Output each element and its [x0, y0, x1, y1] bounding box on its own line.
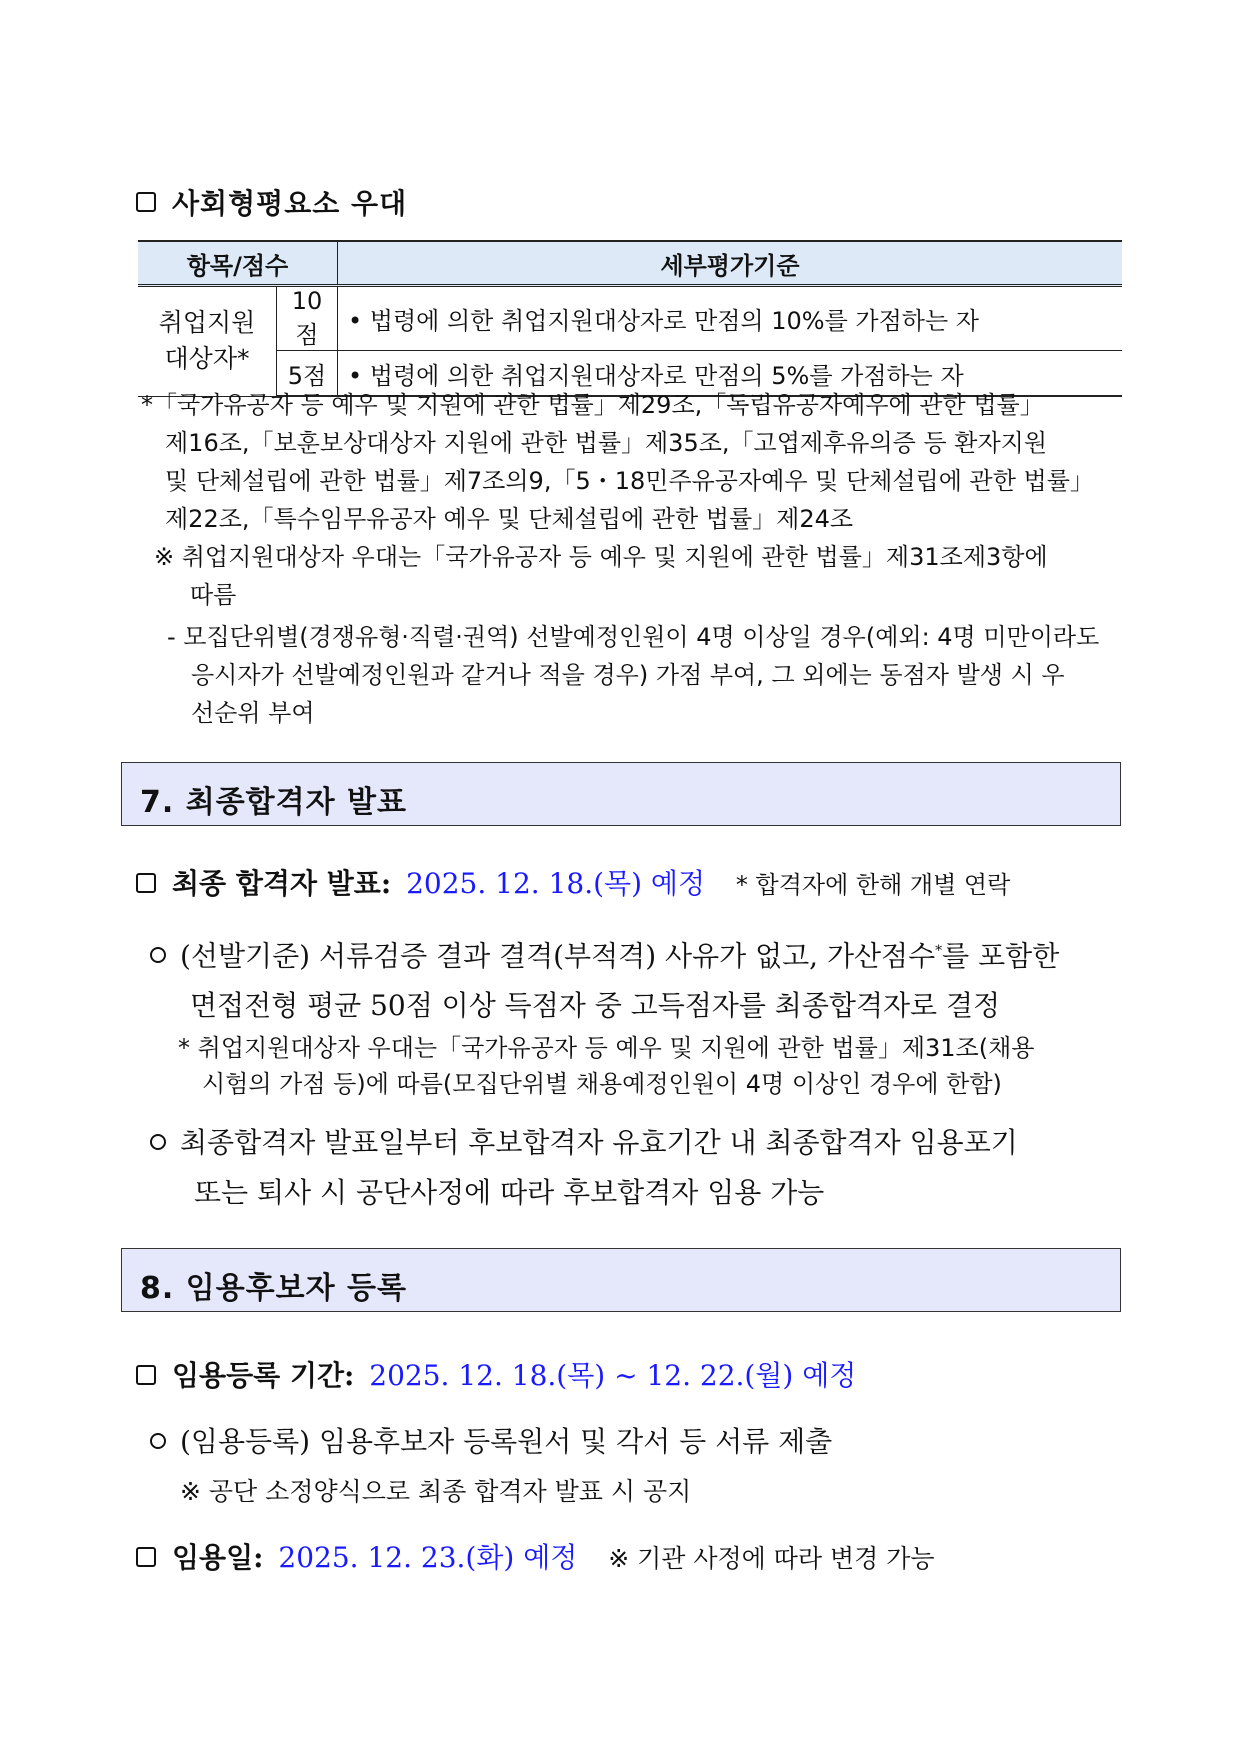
criteria-note-line: 시험의 가점 등)에 따름(모집단위별 채용예정인원이 4명 이상인 경우에 한함) [202, 1070, 1002, 1098]
header-item-score: 항목/점수 [138, 241, 338, 286]
footnote-line: 및 단체설립에 관한 법률」제7조의9,「5・18민주유공자예우 및 단체설립에 관한 법률」 [165, 467, 1094, 495]
law-footnote [141, 386, 1131, 538]
note-line: ※ 취업지원대상자 우대는「국가유공자 등 예우 및 지원에 관한 법률」제31조제3항에 [154, 543, 1048, 571]
category-cell [138, 286, 277, 397]
detail-cell: • 법령에 의한 취업지원대상자로 만점의 5%를 가점하는 자 [338, 351, 1123, 397]
reg-item-text: (임용등록) 임용후보자 등록원서 및 각서 등 서류 제출 [180, 1425, 833, 1458]
circle-bullet-icon [150, 1433, 166, 1449]
table-header-row [138, 241, 1122, 286]
checkbox-icon [136, 873, 156, 893]
appoint-date: 2025. 12. 23.(화) 예정 [278, 1541, 578, 1574]
criteria-sup: * [935, 943, 943, 959]
checkbox-icon [136, 1547, 156, 1567]
reserve-line: 최종합격자 발표일부터 후보합격자 유효기간 내 최종합격자 임용포기 [180, 1126, 1018, 1159]
registration-note: ※ 공단 소정양식으로 최종 합격자 발표 시 공지 [180, 1477, 692, 1506]
reference-note [154, 538, 1134, 614]
criteria-line-end: 를 포함한 [942, 939, 1060, 973]
section-7-header [121, 762, 1121, 826]
footnote-line: 제16조,「보훈보상대상자 지원에 관한 법률」제35조,「고엽제후유의증 등 환자지원 [165, 429, 1047, 457]
announce-date: 2025. 12. 18.(목) 예정 [406, 867, 705, 900]
selection-criteria [150, 926, 1130, 1031]
announce-label: 최종 합격자 발표: [172, 867, 392, 900]
note-line: 따름 [190, 581, 237, 609]
criteria-table [138, 240, 1122, 397]
registration-item [150, 1420, 832, 1460]
note-line: 선순위 부여 [191, 699, 315, 727]
social-equity-heading-text: 사회형평요소 우대 [172, 187, 408, 220]
appoint-label: 임용일: [172, 1541, 264, 1574]
criteria-line: 면접전형 평균 50점 이상 득점자 중 고득점자를 최종합격자로 결정 [190, 989, 1001, 1023]
checkbox-icon [136, 1365, 156, 1385]
reg-label: 임용등록 기간: [172, 1359, 355, 1392]
detail-cell: • 법령에 의한 취업지원대상자로 만점의 10%를 가점하는 자 [338, 286, 1123, 351]
checkbox-icon [136, 192, 156, 212]
reserve-info [150, 1118, 1130, 1218]
criteria-note [178, 1030, 1128, 1102]
reserve-line: 또는 퇴사 시 공단사정에 따라 후보합격자 임용 가능 [194, 1176, 825, 1209]
announce-note: * 합격자에 한해 개별 연락 [735, 871, 1011, 899]
reg-date: 2025. 12. 18.(목) ~ 12. 22.(월) 예정 [369, 1359, 857, 1392]
criteria-line: (선발기준) 서류검증 결과 결격(부적격) 사유가 없고, 가산점수 [180, 939, 936, 973]
score-cell: 10점 [277, 286, 338, 351]
note-line: 응시자가 선발예정인원과 같거나 적을 경우) 가점 부여, 그 외에는 동점자 발생 시 우 [191, 661, 1065, 689]
footnote-line: 제22조,「특수임무유공자 예우 및 단체설립에 관한 법률」제24조 [165, 505, 854, 533]
section-8-title: 8. 임용후보자 등록 [140, 1271, 408, 1306]
criteria-note-line: * 취업지원대상자 우대는「국가유공자 등 예우 및 지원에 관한 법률」제31조(채용 [178, 1034, 1035, 1062]
circle-bullet-icon [150, 1134, 166, 1150]
final-announcement [136, 862, 1010, 902]
footnote-line: *「국가유공자 등 예우 및 지원에 관한 법률」제29조,「독립유공자예우에 관한 법률」 [141, 391, 1044, 419]
section-7-title: 7. 최종합격자 발표 [140, 785, 408, 820]
dash-note [167, 618, 1132, 732]
registration-period [136, 1354, 856, 1394]
section-8-header [121, 1248, 1121, 1312]
note-line: - 모집단위별(경쟁유형·직렬·권역) 선발예정인원이 4명 이상일 경우(예외: 4명 미만이라도 [167, 623, 1100, 651]
circle-bullet-icon [150, 947, 166, 963]
appoint-note: ※ 기관 사정에 따라 변경 가능 [608, 1544, 935, 1573]
header-detail: 세부평가기준 [338, 241, 1123, 286]
table-row [138, 286, 1122, 351]
social-equity-heading [136, 182, 407, 222]
category-line2: 대상자* [164, 344, 250, 374]
score-cell: 5점 [277, 351, 338, 397]
appointment-date [136, 1536, 935, 1576]
category-line1: 취업지원 [158, 308, 256, 338]
